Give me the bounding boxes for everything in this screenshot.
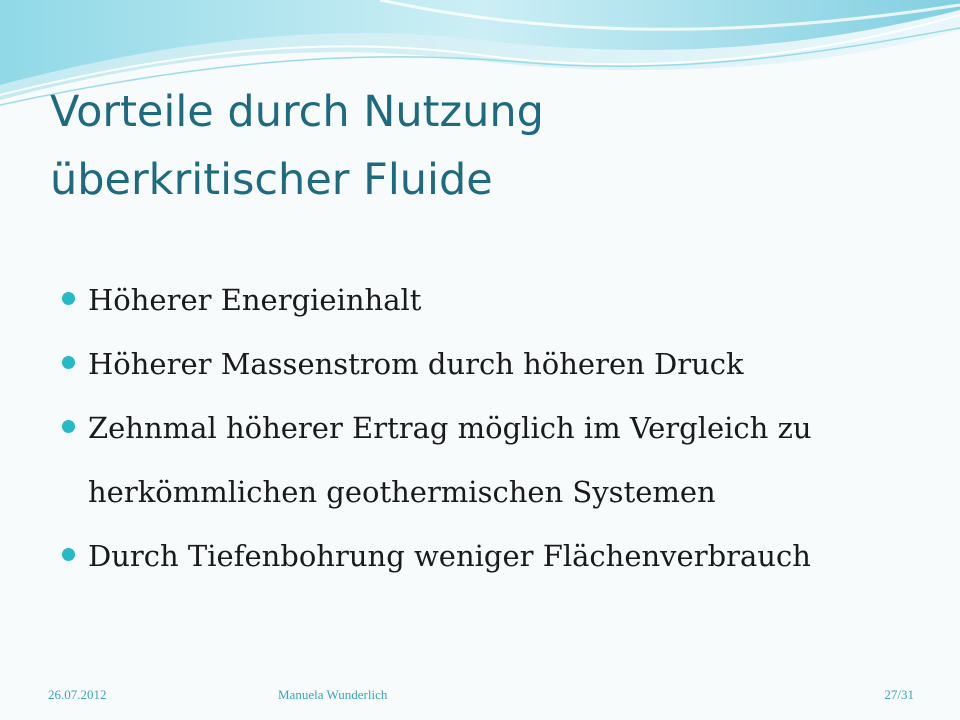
footer-author: Manuela Wunderlich [278,687,388,702]
bullet-text: Höherer Energieinhalt [88,283,422,317]
bullet-marker-icon [62,420,75,433]
bullet-marker-icon [62,292,75,305]
slide-title [50,78,910,214]
footer-date: 26.07.2012 [48,687,107,702]
bullet-item [60,268,920,332]
bullet-item [60,396,920,524]
slide-title-line-1: Vorteile durch Nutzung [50,87,544,137]
footer-page-number: 27/31 [884,687,914,702]
bullet-text: Zehnmal höherer Ertrag möglich im Vergleich zu herkömmlichen geothermischen Systemen [88,411,812,509]
bullet-item [60,524,920,588]
slide-title-line-2: überkritischer Fluide [50,155,493,205]
bullet-marker-icon [62,356,75,369]
bullet-list [60,268,920,588]
bullet-text: Durch Tiefenbohrung weniger Flächenverbrauch [88,539,811,573]
bullet-marker-icon [62,548,75,561]
bullet-item [60,332,920,396]
bullet-text: Höherer Massenstrom durch höheren Druck [88,347,744,381]
